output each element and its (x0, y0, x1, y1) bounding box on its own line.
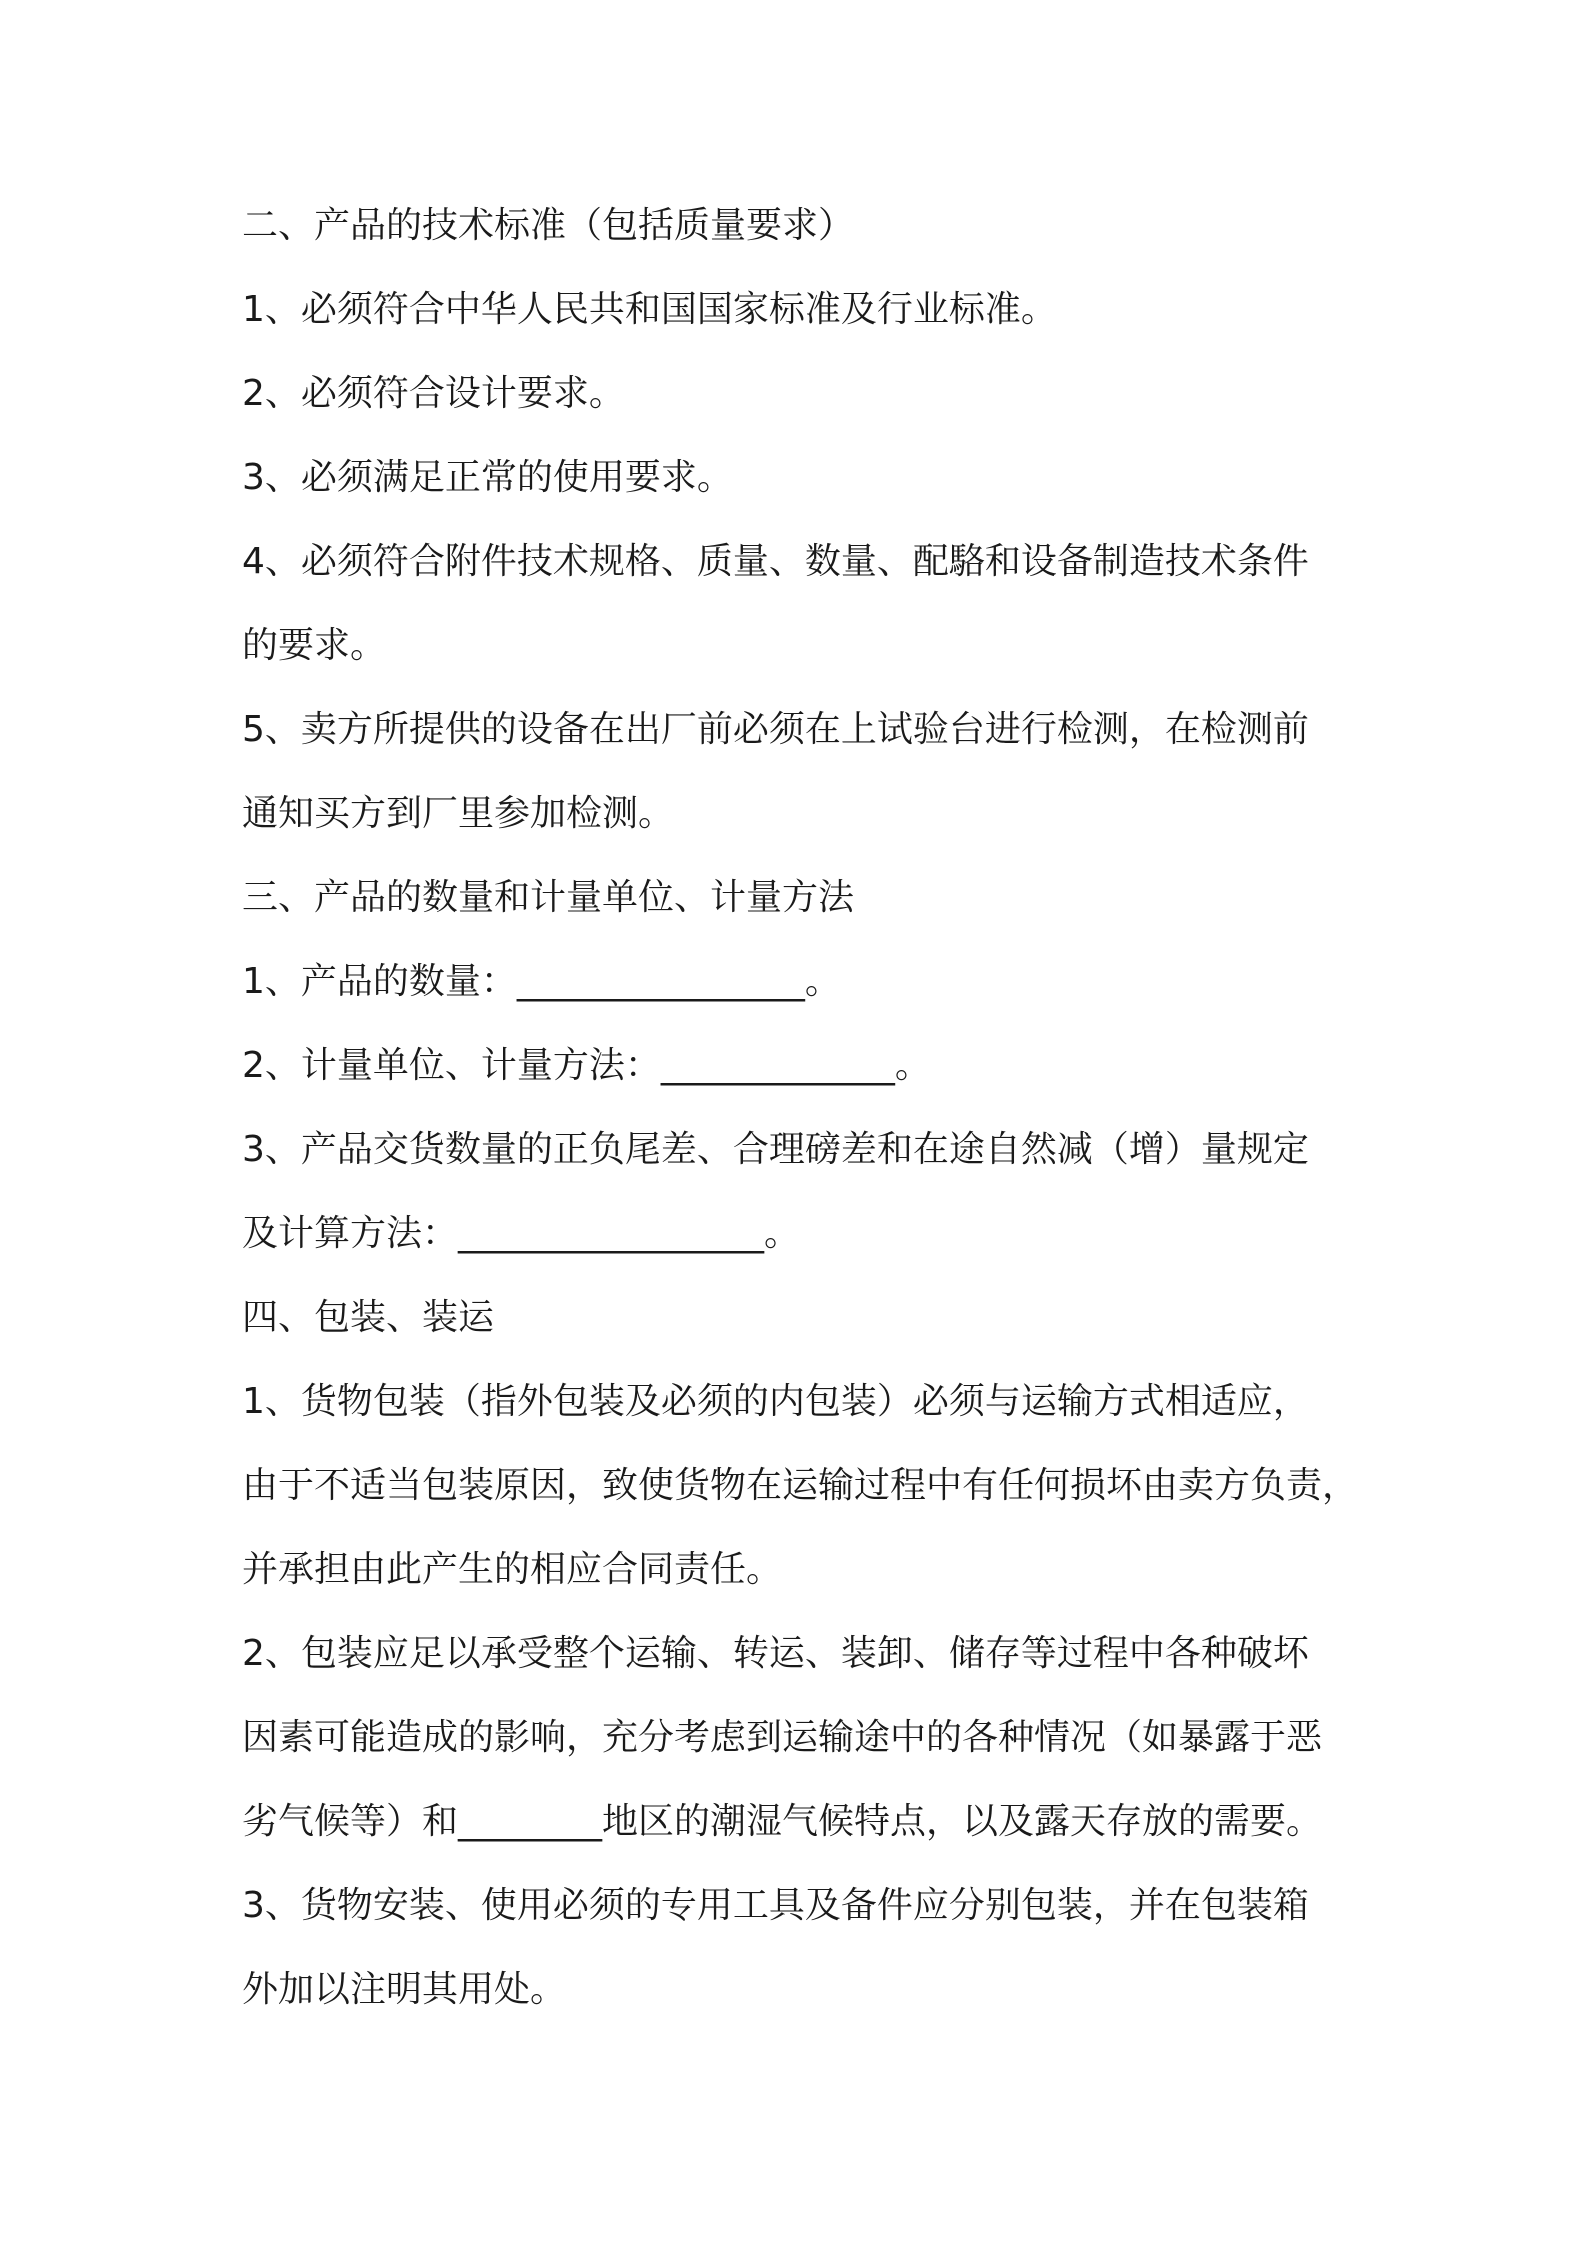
section-heading-packaging-shipping: 四、包装、装运 (242, 1297, 495, 1338)
paragraph-line: 3、产品交货数量的正负尾差、合理磅差和在途自然减（增）量规定 (242, 1129, 1309, 1170)
paragraph-line: 1、货物包装（指外包装及必须的内包装）必须与运输方式相适应， (242, 1381, 1309, 1422)
paragraph-line: 及计算方法：_________________。 (242, 1213, 801, 1254)
paragraph-line: 2、计量单位、计量方法：_____________。 (242, 1045, 931, 1086)
paragraph-line: 2、必须符合设计要求。 (242, 373, 625, 414)
section-heading-technical-standards: 二、产品的技术标准（包括质量要求） (242, 205, 855, 246)
document-body (242, 196, 1382, 2044)
paragraph-line: 1、必须符合中华人民共和国国家标准及行业标准。 (242, 289, 1057, 330)
paragraph-line: 通知买方到厂里参加检测。 (242, 793, 675, 834)
paragraph-line: 2、包装应足以承受整个运输、转运、装卸、储存等过程中各种破坏 (242, 1633, 1309, 1674)
paragraph-line: 外加以注明其用处。 (242, 1969, 567, 2010)
paragraph-line: 3、货物安装、使用必须的专用工具及备件应分别包装，并在包装箱 (242, 1885, 1309, 1926)
section-heading-quantity-units: 三、产品的数量和计量单位、计量方法 (242, 877, 855, 918)
paragraph-line: 由于不适当包装原因，致使货物在运输过程中有任何损坏由卖方负责， (242, 1465, 1359, 1506)
paragraph-line: 的要求。 (242, 625, 387, 666)
paragraph-line: 1、产品的数量：________________。 (242, 961, 841, 1002)
paragraph-line: 劣气候等）和________地区的潮湿气候特点，以及露天存放的需要。 (242, 1801, 1323, 1842)
paragraph-line: 5、卖方所提供的设备在出厂前必须在上试验台进行检测，在检测前 (242, 709, 1309, 750)
paragraph-line: 4、必须符合附件技术规格、质量、数量、配駱和设备制造技术条件 (242, 541, 1309, 582)
paragraph-line: 3、必须满足正常的使用要求。 (242, 457, 733, 498)
paragraph-line: 因素可能造成的影响，充分考虑到运输途中的各种情况（如暴露于恶 (242, 1717, 1323, 1758)
paragraph-line: 并承担由此产生的相应合同责任。 (242, 1549, 783, 1590)
